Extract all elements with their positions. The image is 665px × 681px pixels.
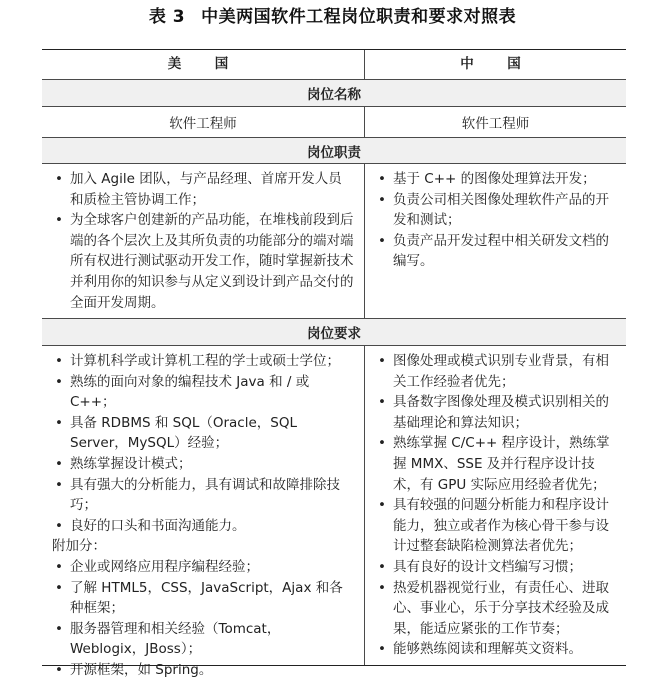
list-item: • 具有强大的分析能力，具有调试和故障排除技巧； [52,475,354,516]
list-item: • 热爱机器视觉行业，有责任心、进取心、事业心，乐于分享技术经验及成果，能适应紧张的工作节奏； [375,578,616,640]
table-caption [0,2,665,27]
requirements-row [42,346,626,678]
header-usa: 美 国 [42,50,365,79]
list-item: • 负责产品开发过程中相关研发文档的编写。 [375,231,616,272]
list-item: • 服务器管理和相关经验（Tomcat，Weblogix，JBoss）； [52,619,354,660]
requirements-usa [42,346,365,678]
list-item: • 加入 Agile 团队，与产品经理、首席开发人员和质检主管协调工作； [52,169,354,210]
list-item: • 计算机科学或计算机工程的学士或硕士学位； [52,351,354,372]
section-title: 岗位名称 [307,87,361,103]
header-china: 中 国 [460,56,531,72]
section-requirements [42,319,626,346]
list-item: • 具有较强的问题分析能力和程序设计能力，独立或者作为核心骨干参与设计过整套缺陷检测算法者优先； [375,495,616,557]
position-usa: 软件工程师 [42,107,365,137]
duties-usa [42,164,365,318]
list-item: • 熟练掌握设计模式； [52,454,354,475]
requirements-china [365,346,626,665]
comparison-table [42,49,626,678]
list-item: • 开源框架，如 Spring。 [52,660,354,681]
list-item: • 为全球客户创建新的产品功能，在堆栈前段到后端的各个层次上及其所负责的功能部分的端对端所有权进行测试驱动开发工作，随时掌握新技术并利用你的知识参与从定义到设计到产品交付的全面开发周期。 [52,210,354,313]
list-item: • 具有良好的设计文档编写习惯； [375,557,616,578]
list-item: • 熟练掌握 C/C++ 程序设计，熟练掌握 MMX、SSE 及并行程序设计技术，有 GPU 实际应用经验者优先； [375,433,616,495]
bonus-label: 附加分： [52,538,106,555]
duties-china [365,164,626,318]
list-item: • 能够熟练阅读和理解英文资料。 [375,639,616,660]
list-item: • 企业或网络应用程序编程经验； [52,557,354,578]
section-title: 岗位要求 [307,326,361,342]
list-item: • 了解 HTML5，CSS，JavaScript，Ajax 和各种框架； [52,578,354,619]
table-title: 中美两国软件工程岗位职责和要求对照表 [201,7,517,27]
header-row [42,50,626,80]
list-item: • 基于 C++ 的图像处理算法开发； [375,169,616,190]
list-item: • 负责公司相关图像处理软件产品的开发和测试； [375,190,616,231]
table-number: 表 3 [148,7,186,27]
list-item: • 具备 RDBMS 和 SQL（Oracle，SQL Server，MySQL）经验； [52,413,354,454]
position-row [42,107,626,138]
list-item: • 良好的口头和书面沟通能力。 [52,516,354,537]
position-china: 软件工程师 [461,116,530,132]
section-duties [42,138,626,164]
list-item: • 熟练的面向对象的编程技术 Java 和 / 或 C++； [52,372,354,413]
list-item: • 具备数字图像处理及模式识别相关的基础理论和算法知识； [375,392,616,433]
duties-row [42,164,626,319]
list-item: • 图像处理或模式识别专业背景，有相关工作经验者优先； [375,351,616,392]
section-title: 岗位职责 [307,144,361,161]
section-position-name [42,80,626,107]
